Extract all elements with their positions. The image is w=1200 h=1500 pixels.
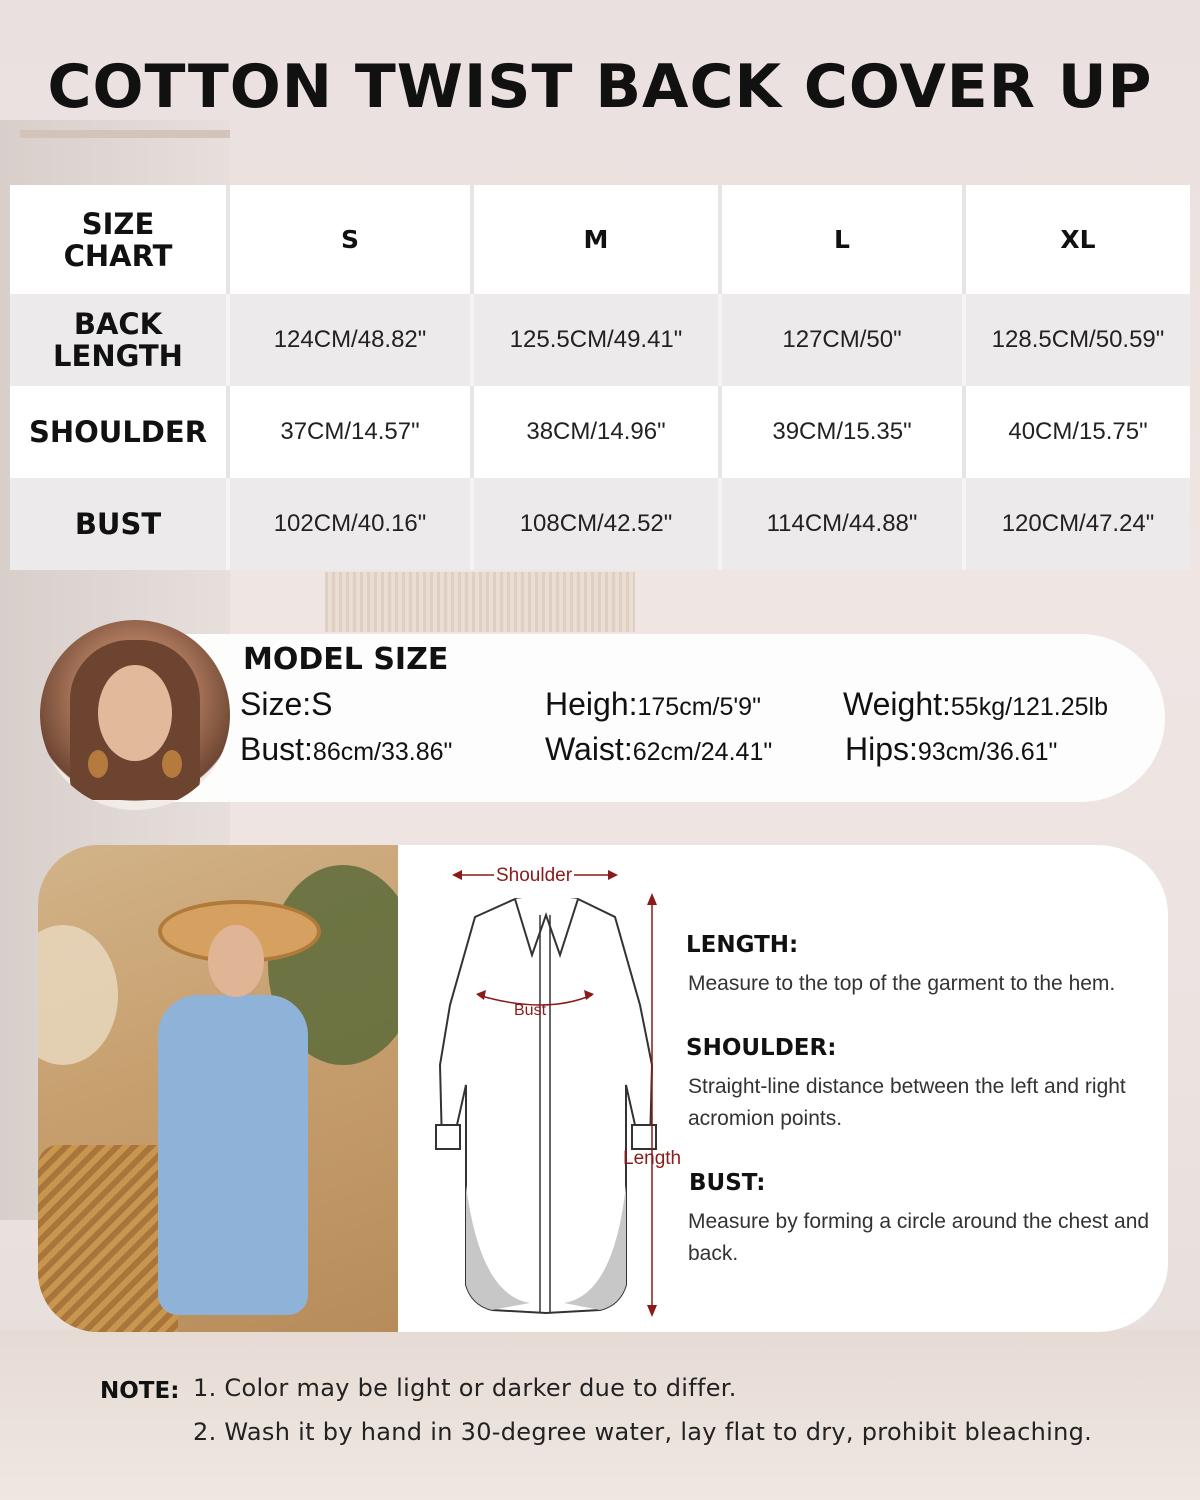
background-floor (0, 1330, 1200, 1500)
avatar-face (98, 665, 172, 761)
earring-icon (162, 750, 182, 778)
table-cell: 128.5CM/50.59" (962, 294, 1190, 386)
rattan-chair (38, 1145, 178, 1332)
wall-light (38, 925, 118, 1065)
size-chart-header-row (10, 185, 1190, 294)
measure-desc-shoulder: Straight-line distance between the left and right acromion points. (688, 1075, 1126, 1130)
length-label: Length (623, 1148, 682, 1169)
size-chart-corner-label: SIZE CHART (10, 185, 226, 294)
blue-shirt-dress (158, 995, 308, 1315)
size-header-m: M (470, 185, 718, 294)
arrowhead-icon (452, 870, 462, 880)
table-cell: 125.5CM/49.41" (470, 294, 718, 386)
table-cell: 127CM/50" (718, 294, 962, 386)
measure-title-length: LENGTH: (686, 932, 799, 958)
model-hips-label: Hips: (845, 731, 918, 767)
earring-icon (88, 750, 108, 778)
note-line: 2. Wash it by hand in 30-degree water, lay flat to dry, prohibit bleaching. (193, 1418, 1093, 1446)
table-cell: 108CM/42.52" (470, 478, 718, 570)
model-hips-value: 93cm/36.61" (917, 738, 1058, 766)
model-weight-item (843, 686, 1108, 723)
model-head (208, 925, 264, 997)
measure-desc-length: Measure to the top of the garment to the hem. (688, 972, 1116, 995)
model-photo (38, 845, 398, 1332)
table-cell: 124CM/48.82" (226, 294, 470, 386)
shirt-measurement-diagram (420, 855, 690, 1325)
note-label: NOTE: (100, 1378, 180, 1404)
table-cell: 120CM/47.24" (962, 478, 1190, 570)
model-waist-item (545, 731, 772, 768)
table-cell: 114CM/44.88" (718, 478, 962, 570)
arrowhead-icon (647, 1305, 657, 1317)
table-cell: 38CM/14.96" (470, 386, 718, 478)
measure-title-shoulder: SHOULDER: (686, 1035, 837, 1061)
page-title: COTTON TWIST BACK COVER UP (47, 52, 1153, 122)
size-header-s: S (226, 185, 470, 294)
model-height-value: 175cm/5'9" (637, 693, 761, 721)
model-weight-label: Weight: (843, 686, 951, 722)
row-label: SHOULDER (10, 386, 226, 478)
arrowhead-icon (647, 893, 657, 905)
size-header-l: L (718, 185, 962, 294)
model-avatar (40, 620, 230, 810)
note-line: 1. Color may be light or darker due to differ. (193, 1374, 737, 1402)
size-chart-table (10, 185, 1190, 570)
table-cell: 39CM/15.35" (718, 386, 962, 478)
background-lamp (325, 572, 635, 632)
model-bust-label: Bust: (240, 731, 313, 767)
model-size-label: Size: (240, 686, 312, 722)
table-cell: 102CM/40.16" (226, 478, 470, 570)
model-bust-value: 86cm/33.86" (312, 738, 453, 766)
size-header-xl: XL (962, 185, 1190, 294)
shoulder-label: Shoulder (496, 865, 573, 886)
table-row-back-length (10, 294, 1190, 386)
model-waist-value: 62cm/24.41" (632, 738, 773, 766)
left-cuff (436, 1125, 460, 1149)
table-row-shoulder (10, 386, 1190, 478)
bust-label: Bust (514, 1002, 547, 1019)
row-label: BACK LENGTH (10, 294, 226, 386)
model-weight-value: 55kg/121.25lb (950, 693, 1108, 721)
measure-desc-bust: Measure by forming a circle around the chest and back. (688, 1210, 1150, 1265)
measure-title-bust: BUST: (689, 1170, 766, 1196)
arrowhead-icon (608, 870, 618, 880)
model-height-item (545, 686, 761, 723)
model-size-value: S (311, 686, 333, 722)
model-bust-item (240, 731, 452, 768)
model-size-title: MODEL SIZE (243, 642, 449, 677)
table-row-bust (10, 478, 1190, 570)
row-label: BUST (10, 478, 226, 570)
model-waist-label: Waist: (545, 731, 633, 767)
model-height-label: Heigh: (545, 686, 638, 722)
model-size-item (240, 686, 332, 723)
table-cell: 37CM/14.57" (226, 386, 470, 478)
table-cell: 40CM/15.75" (962, 386, 1190, 478)
model-hips-item (845, 731, 1057, 768)
shelf-board (20, 130, 230, 138)
